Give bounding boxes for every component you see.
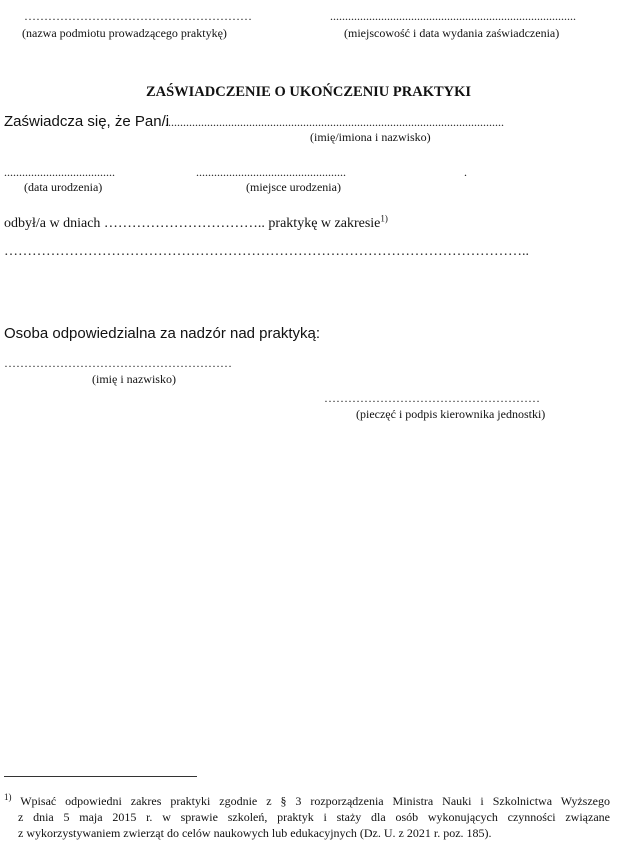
practice-suffix: praktykę w zakresie xyxy=(268,216,381,231)
footnote-ref: 1) xyxy=(380,213,388,224)
footnote-mark: 1) xyxy=(4,792,12,802)
footnote-line-3: z wykorzystywaniem zwierząt do celów naukowych lub edukacyjnych (Dz. U. z 2021 r. poz. 185). xyxy=(18,826,492,840)
birth-place-dots: .................................................. xyxy=(196,165,346,179)
practice-line xyxy=(4,213,388,232)
footnote-divider xyxy=(4,776,197,777)
scope-dots: ………………………………………………………………………………………………….. xyxy=(4,244,529,259)
practice-dates-dots: …………………………….. xyxy=(103,216,265,231)
page-title: ZAŚWIADCZENIE O UKOŃCZENIU PRAKTYKI xyxy=(145,84,472,100)
practice-prefix: odbył/a w dniach xyxy=(4,216,101,231)
birth-date-caption: (data urodzenia) xyxy=(24,180,103,194)
birth-end-dot: . xyxy=(464,165,467,179)
name-dots: ................................................................................................................. xyxy=(165,115,504,129)
place-date-caption: (miejscowość i data wydania zaświadczenia) xyxy=(344,26,560,40)
supervisor-label: Osoba odpowiedzialna za nadzór nad praktyką: xyxy=(4,325,321,342)
issuer-dots: ………………………………………………… xyxy=(24,9,252,23)
signature-dots: ……………………………………………… xyxy=(324,391,540,405)
name-caption: (imię/imiona i nazwisko) xyxy=(310,130,431,144)
supervisor-caption: (imię i nazwisko) xyxy=(92,372,176,386)
issuer-caption: (nazwa podmiotu prowadzącego praktykę) xyxy=(22,26,227,40)
place-date-dots: .................................................................................. xyxy=(330,9,576,23)
footnote-line-2: z dnia 5 maja 2015 r. w sprawie szkoleń, praktyk i staży dla osób wykonujących czynności związane xyxy=(18,810,610,824)
footnote-line-1: $^{1)}$ Wpisać odpowiedni zakres praktyki zgodnie z § 3 rozporządzenia Ministra Nauki i Szkolnictwa Wyższego xyxy=(4,792,610,808)
signature-caption: (pieczęć i podpis kierownika jednostki) xyxy=(356,407,546,421)
birth-place-caption: (miejsce urodzenia) xyxy=(246,180,341,194)
cert-label: Zaświadcza się, że Pan/i xyxy=(4,113,170,130)
supervisor-dots: ………………………………………………… xyxy=(4,356,232,370)
birth-date-dots: ..................................... xyxy=(4,165,115,179)
footnote xyxy=(4,793,610,841)
